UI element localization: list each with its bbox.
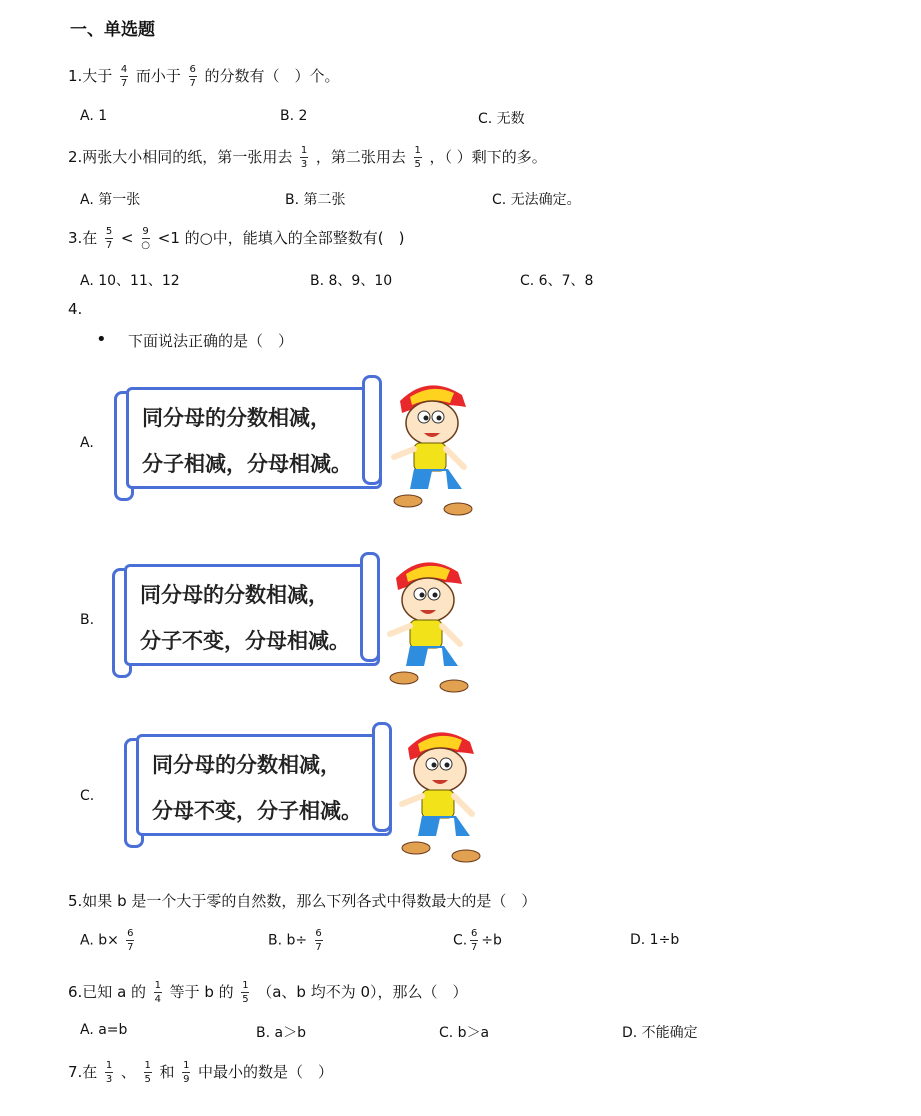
q3-suffix: <1 的○中，能填入的全部整数有( ) xyxy=(157,229,405,247)
q5-option-b[interactable]: B. b÷ $\frac{6}{7}$ xyxy=(268,928,322,953)
scroll-text-line2: 分子不变，分母相减。 xyxy=(140,629,350,653)
scroll-text-line1: 同分母的分数相减， xyxy=(142,406,331,430)
q5-option-c[interactable]: C. $\frac{6}{7}$ ÷b xyxy=(453,928,502,953)
question-1 xyxy=(68,64,339,89)
question-5: 5.如果 b 是一个大于零的自然数，那么下列各式中得数最大的是（ ） xyxy=(68,892,537,910)
fraction: $\frac{1}{3}$ xyxy=(300,145,308,170)
question-3 xyxy=(68,226,404,251)
scroll-text-line2: 分子相减，分母相减。 xyxy=(142,452,352,476)
question-7: 7.在 $\frac{1}{3}$ 、 $\frac{1}{5}$ 和 $\frac{1}{9}$ 中最小的数是（ ） xyxy=(68,1060,334,1085)
q1-option-a[interactable]: A. 1 xyxy=(80,108,108,124)
fraction: $\frac{5}{7}$ xyxy=(105,226,113,251)
q4-stem: 下面说法正确的是（ ） xyxy=(128,332,294,350)
q4-option-c-label[interactable]: C. xyxy=(80,788,95,804)
section-title: 一、单选题 xyxy=(70,20,155,40)
fraction: $\frac{1}{5}$ xyxy=(414,145,421,170)
cartoon-boy-icon xyxy=(388,720,488,868)
q2-option-a[interactable]: A. 第一张 xyxy=(80,192,141,208)
q5-option-a[interactable]: A. b× $\frac{6}{7}$ xyxy=(80,928,134,953)
q4-option-c-card[interactable] xyxy=(122,720,492,870)
q3-less-than: < xyxy=(120,229,134,247)
q3-option-a[interactable]: A. 10、11、12 xyxy=(80,273,180,289)
fraction: $\frac{4}{7}$ xyxy=(120,64,128,89)
fraction: $\frac{6}{7}$ xyxy=(189,64,196,89)
q2-prefix: 2.两张大小相同的纸，第一张用去 xyxy=(68,148,293,166)
scroll-text-line1: 同分母的分数相减， xyxy=(140,583,329,607)
q1-mid: 而小于 xyxy=(135,67,181,85)
q1-suffix: 的分数有（ ）个。 xyxy=(204,67,340,85)
q4-number: 4. xyxy=(68,300,83,318)
scroll-roll-right xyxy=(362,375,382,485)
q4-option-b-label[interactable]: B. xyxy=(80,612,95,628)
q6-option-a[interactable]: A. a=b xyxy=(80,1022,128,1038)
q3-option-c[interactable]: C. 6、7、8 xyxy=(520,273,594,289)
q2-mid: ，第二张用去 xyxy=(315,148,406,166)
q4-option-a-label[interactable]: A. xyxy=(80,435,94,451)
q1-option-b[interactable]: B. 2 xyxy=(280,108,308,124)
bullet-icon: • xyxy=(96,329,107,350)
q1-option-c[interactable]: C. 无数 xyxy=(478,111,525,127)
cartoon-boy-icon xyxy=(376,550,476,698)
q2-option-c[interactable]: C. 无法确定。 xyxy=(492,192,581,208)
q3-prefix: 3.在 xyxy=(68,229,98,247)
q4-option-a-card[interactable] xyxy=(112,373,482,523)
q1-prefix: 1.大于 xyxy=(68,67,113,85)
q3-option-b[interactable]: B. 8、9、10 xyxy=(310,273,393,289)
question-6: 6.已知 a 的 $\frac{1}{4}$ 等于 b 的 $\frac{1}{5}$ （a、b 均不为 0），那么（ ） xyxy=(68,980,468,1005)
fraction: $\frac{9}{○}$ xyxy=(141,226,150,251)
q2-option-b[interactable]: B. 第二张 xyxy=(285,192,346,208)
q5-option-d[interactable]: D. 1÷b xyxy=(630,932,680,948)
question-2 xyxy=(68,145,547,170)
q6-option-c[interactable]: C. b＞a xyxy=(439,1025,490,1041)
cartoon-boy-icon xyxy=(380,373,480,521)
q2-suffix: ，（ ）剩下的多。 xyxy=(429,148,547,166)
scroll-text-line2: 分母不变，分子相减。 xyxy=(152,799,362,823)
scroll-text-line1: 同分母的分数相减， xyxy=(152,753,341,777)
q4-option-b-card[interactable] xyxy=(110,550,480,700)
q6-option-d[interactable]: D. 不能确定 xyxy=(622,1025,698,1041)
q6-option-b[interactable]: B. a＞b xyxy=(256,1025,306,1041)
